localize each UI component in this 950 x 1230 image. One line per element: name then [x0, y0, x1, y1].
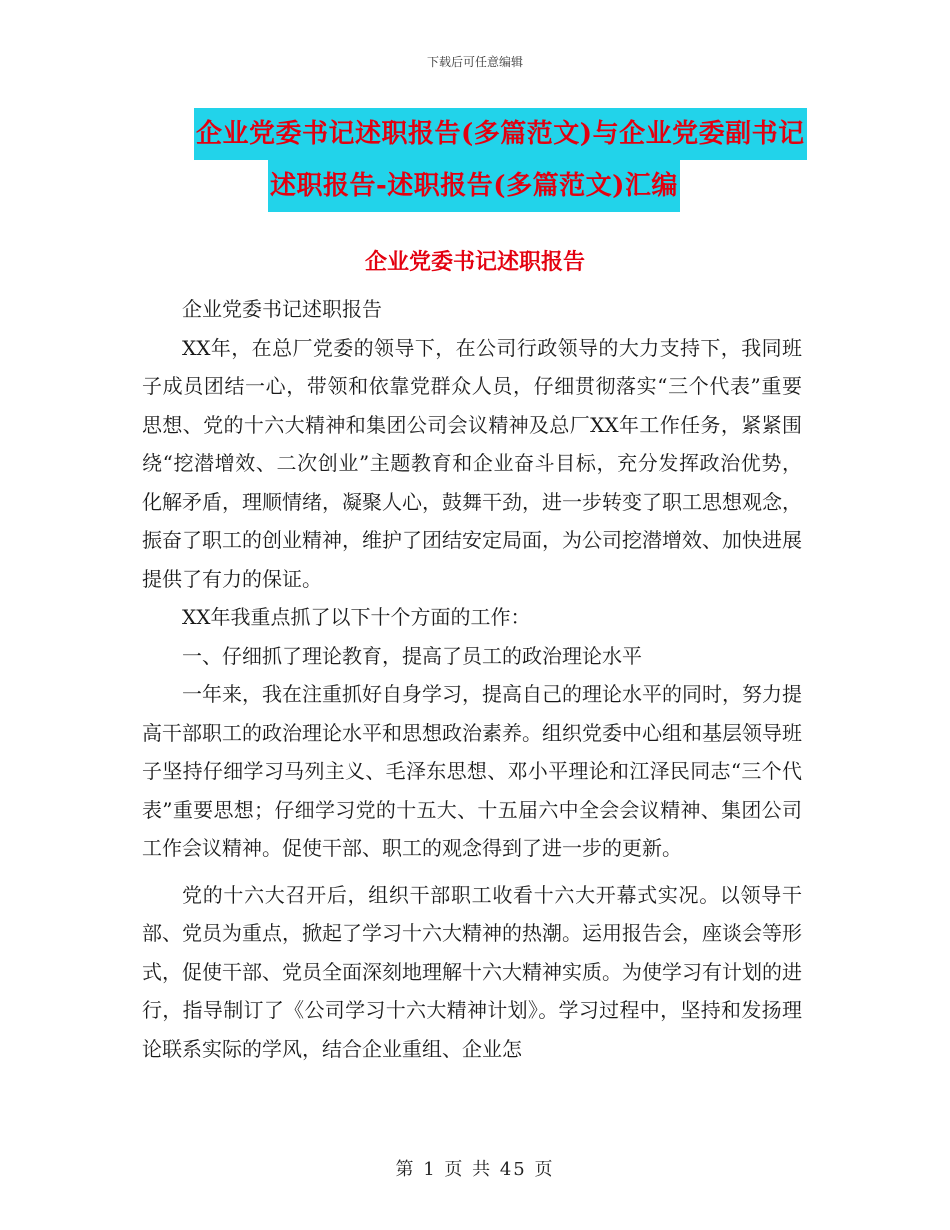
paragraph: XX年，在总厂党委的领导下，在公司行政领导的大力支持下，我同班子成员团结一心，带领和依靠党群众人员，仔细贯彻落实“三个代表”重要思想、党的十六大精神和集团公司会议精神及总厂XX年工作任务，紧紧围绕“挖潜增效、二次创业”主题教育和企业奋斗目标，充分发挥政治优势，化解矛盾，理顺情绪，凝聚人心，鼓舞干劲，进一步转变了职工思想观念，振奋了职工的创业精神，维护了团结安定局面，为公司挖潜增效、加快进展提供了有力的保证。	[142, 335, 802, 591]
paragraph: 一年来，我在注重抓好自身学习，提高自己的理论水平的同时，努力提高干部职工的政治理论水平和思想政治素养。组织党委中心组和基层领导班子坚持仔细学习马列主义、毛泽东思想、邓小平理论和江泽民同志“三个代表”重要思想；仔细学习党的十五大、十五届六中全会会议精神、集团公司工作会议精神。促使干部、职工的观念得到了进一步的更新。	[142, 682, 802, 860]
section-title: 企业党委书记述职报告	[364, 249, 585, 275]
paragraph: 企业党委书记述职报告	[182, 297, 382, 321]
paragraph: 一、仔细抓了理论教育，提高了员工的政治理论水平	[182, 643, 642, 668]
document-title-line-2: 述职报告-述职报告(多篇范文)汇编	[268, 160, 680, 212]
document-body	[142, 290, 802, 1068]
page-header: 下载后可任意编辑	[426, 55, 523, 69]
paragraph: 党的十六大召开后，组织干部职工收看十六大开幕式实况。以领导干部、党员为重点，掀起了学习十六大精神的热潮。运用报告会，座谈会等形式，促使干部、党员全面深刻地理解十六大精神实质。为使学习有计划的进行，指导制订了《公司学习十六大精神计划》。学习过程中，坚持和发扬理论联系实际的学风，结合企业重组、企业怎	[142, 882, 802, 1061]
page-number-footer: 第 1 页 共 45 页	[395, 1159, 555, 1180]
document-title-line-1: 企业党委书记述职报告(多篇范文)与企业党委副书记	[194, 108, 807, 160]
paragraph: XX年我重点抓了以下十个方面的工作：	[182, 605, 531, 629]
document-title	[150, 108, 810, 212]
